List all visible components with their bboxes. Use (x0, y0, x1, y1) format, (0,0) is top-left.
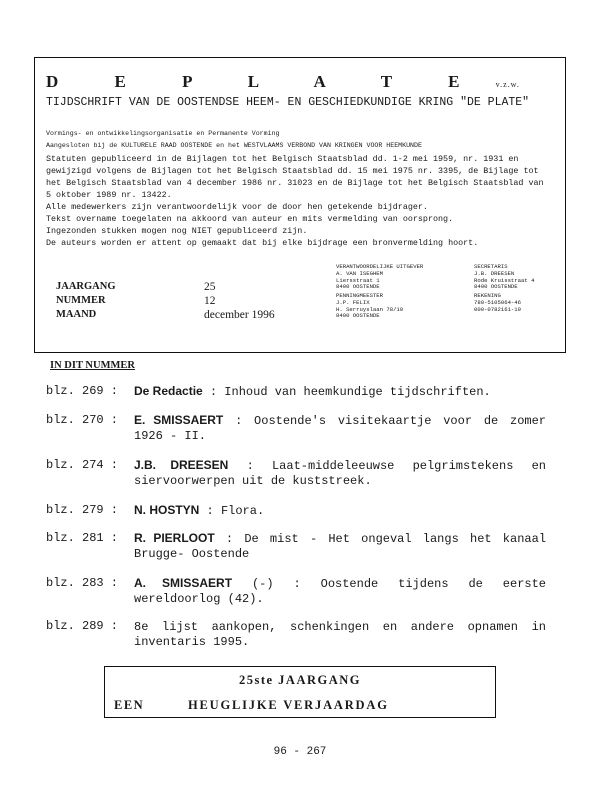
toc-page: blz. 283 : (46, 576, 119, 590)
toc-title: : Flora. (206, 504, 265, 518)
masthead-title: D E P L A T E (46, 72, 486, 91)
treasurer-title: PENNINGMEESTER (336, 292, 383, 299)
toc-entry (134, 619, 546, 650)
value-number: 12 (204, 295, 216, 307)
notice-line: Tekst overname toegelaten na akkoord van auteur en mits vermelding van oorsprong. (46, 214, 454, 224)
treasurer-city: 8400 OOSTENDE (336, 312, 380, 320)
toc-entry (134, 413, 546, 444)
publisher-city: 8400 OOSTENDE (336, 283, 380, 291)
publisher-block (336, 264, 476, 291)
label-volume: JAARGANG (56, 281, 116, 292)
page-number: 96 - 267 (273, 746, 327, 758)
toc-title: 8e lijst aankopen, schenkingen en andere opnamen in inventaris 1995. (134, 620, 546, 649)
value-month: december 1996 (204, 309, 275, 321)
toc-page: blz. 269 : (46, 384, 119, 398)
toc-title: : De mist - Het ongeval langs het kanaal Brugge- Oostende (134, 532, 547, 561)
toc-author: R. PIERLOOT (134, 531, 215, 545)
label-number: NUMMER (56, 295, 106, 306)
toc-heading: IN DIT NUMMER (50, 360, 135, 371)
treasurer-name: J.P. FELIX (336, 298, 370, 306)
label-month: MAAND (56, 309, 97, 320)
treasurer-street: H. Serruyslaan 78/19 (336, 305, 404, 313)
masthead (46, 72, 520, 93)
notices (46, 201, 551, 249)
toc-page: blz. 274 : (46, 458, 119, 472)
toc-entry (134, 576, 546, 607)
journal-subtitle: TIJDSCHRIFT VAN DE OOSTENDSE HEEM- EN GESCHIEDKUNDIGE KRING "DE PLATE" (46, 96, 530, 109)
account-block (474, 293, 564, 313)
account-title: REKENING (474, 292, 501, 299)
secretary-city: 8400 OOSTENDE (474, 283, 518, 291)
notice-line: Ingezonden stukken mogen nog NIET gepubliceerd zijn. (46, 226, 308, 236)
toc-author: A. SMISSAERT (134, 576, 233, 590)
toc-author: De Redactie (134, 384, 203, 398)
statutes-text: Statuten gepubliceerd in de Bijlagen tot het Belgisch Staatsblad dd. 1-2 mei 1959, nr. 1931 en gewijzigd volgens de Bijlagen tot het Belgisch Staatsblad dd. 15 mei 1975 nr. 3395, de Bijlage tot het Belgisch Staatsblad van 4 december 1986 nr. 31023 en de Bijlage tot het Belgisch Staatsblad van 5 oktober 1989 nr. 13422. (46, 154, 544, 200)
toc-page: blz. 270 : (46, 413, 119, 427)
toc-page: blz. 281 : (46, 531, 119, 545)
toc-title: : Oostende's visitekaartje voor de zomer 1926 - II. (134, 414, 547, 443)
anniversary-line-1: 25ste JAARGANG (238, 673, 362, 687)
tagline-organisation: Vormings- en ontwikkelingsorganisatie en Permanente Vorming (46, 130, 280, 137)
toc-title: (-) : Oostende tijdens de eerste wereldoorlog (42). (134, 577, 547, 606)
toc-entry (134, 384, 546, 400)
anniversary-line-2a: EEN (114, 698, 145, 712)
toc-entry (134, 531, 546, 562)
tagline-affiliation: Aangesloten bij de KULTURELE RAAD OOSTENDE en het WESTVLAAMS VERBOND VAN KRINGEN VOOR HEEMKUNDE (46, 142, 422, 149)
toc-page: blz. 289 : (46, 619, 119, 633)
publisher-name: A. VAN ISEGHEM (336, 269, 383, 277)
publisher-title: VERANTWOORDELIJKE UITGEVER (336, 263, 424, 270)
secretary-block (474, 264, 564, 291)
toc-title: : Laat-middeleeuwse pelgrimstekens en siervoorwerpen uit de kuststreek. (134, 459, 546, 488)
toc-entry (134, 503, 546, 519)
toc-page: blz. 279 : (46, 503, 119, 517)
notice-line: Alle medewerkers zijn verantwoordelijk voor de door hen getekende bijdrager. (46, 202, 428, 212)
secretary-street: Rode Kruisstraat 4 (474, 276, 535, 284)
account-number-2: 000-0782161-19 (474, 305, 521, 313)
toc-author: N. HOSTYN (134, 503, 200, 517)
anniversary-line-2b: HEUGLIJKE VERJAARDAG (188, 698, 389, 712)
toc-author: E. SMISSAERT (134, 413, 224, 427)
secretary-title: SECRETARIS (474, 263, 508, 270)
account-number-1: 780-5105064-46 (474, 298, 521, 306)
secretary-name: J.B. DREESEN (474, 269, 515, 277)
treasurer-block (336, 293, 476, 320)
publisher-street: Liersstraat 1 (336, 276, 380, 284)
masthead-suffix: v.z.w. (495, 80, 520, 89)
notice-line: De auteurs worden er attent op gemaakt dat bij elke bijdrage een bronvermelding hoort. (46, 238, 479, 248)
toc-author: J.B. DREESEN (134, 458, 229, 472)
value-volume: 25 (204, 281, 216, 293)
toc-title: : Inhoud van heemkundige tijdschriften. (209, 385, 491, 399)
toc-entry (134, 458, 546, 489)
